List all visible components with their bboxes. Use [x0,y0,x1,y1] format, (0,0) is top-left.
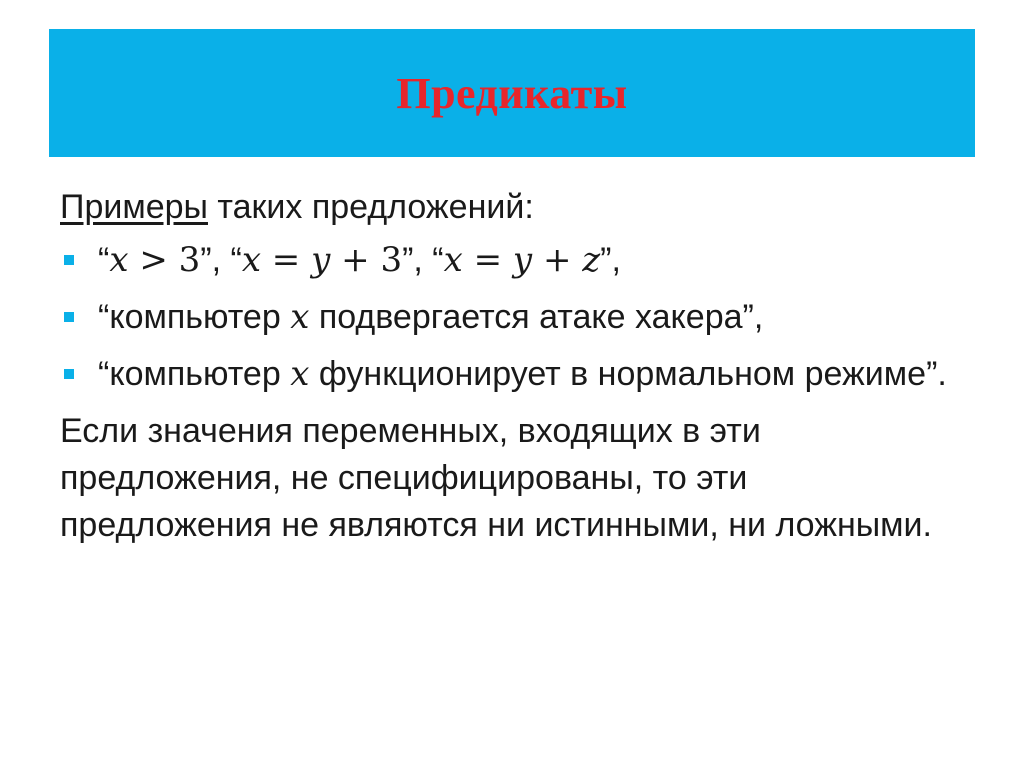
intro-rest: таких предложений: [207,188,534,226]
square-bullet-icon [64,369,74,379]
slide-title: Предикаты [396,68,628,118]
square-bullet-icon [64,312,74,322]
list-item [60,294,960,341]
list-item [60,351,960,398]
title-bar [49,29,975,157]
intro-line [60,184,960,231]
slide-content [60,184,960,549]
conclusion-text: Если значения переменных, входящих в эти предложения, не специфицированы, то эти предложения не являются ни истинными, ни ложными. [60,412,932,544]
list-item [60,237,960,284]
example-list [60,237,960,398]
intro-underlined: Примеры [60,188,208,226]
square-bullet-icon [64,255,74,265]
normal-mode-example: “компьютер x функционирует в нормальном режиме”. [98,354,947,394]
formula-examples: “x > 3”, “x = y + 3”, “x = y + z”, [98,240,621,280]
hacker-example: “компьютер x подвергается атаке хакера”, [98,297,764,337]
